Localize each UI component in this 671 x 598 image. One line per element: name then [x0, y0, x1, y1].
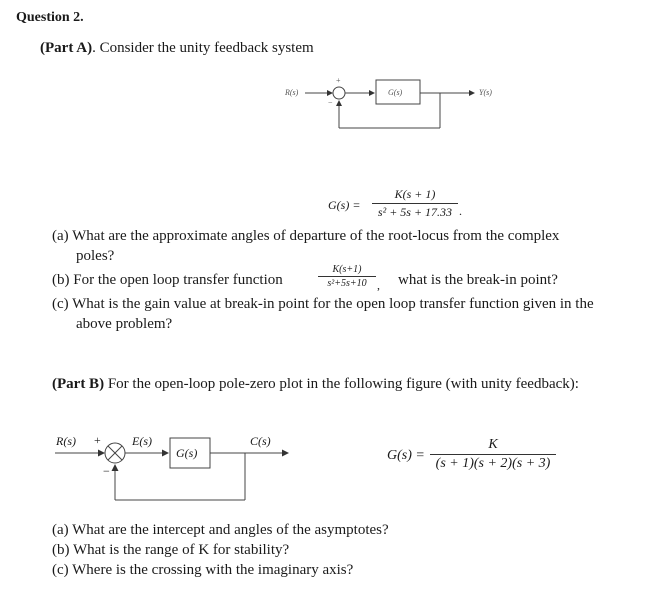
- part-b-tf-numerator: K: [488, 437, 498, 452]
- part-b-label: (Part B): [52, 376, 105, 392]
- part-a-question-b-comma: ,: [377, 278, 380, 292]
- part-a-tf-numerator: K(s + 1): [394, 187, 436, 201]
- part-a-minus-sign: −: [328, 98, 333, 107]
- part-a-question-b-pre: (b) For the open loop transfer function: [52, 272, 283, 288]
- part-b-tf-lhs: G(s) =: [387, 448, 425, 463]
- part-a-question-b-post: what is the break-in point?: [398, 272, 558, 288]
- part-b-error-label: E(s): [132, 434, 152, 448]
- part-a-question-a-line1: (a) What are the approximate angles of departure of the root-locus from the complex: [52, 228, 560, 244]
- part-b-question-c: (c) Where is the crossing with the imaginary axis?: [52, 562, 354, 578]
- part-b-output-label: C(s): [250, 434, 271, 448]
- part-b-intro-text: For the open-loop pole-zero plot in the following figure (with unity feedback):: [104, 376, 579, 392]
- part-a-block-label: G(s): [388, 88, 403, 97]
- part-b-tf-fraction: [430, 437, 556, 472]
- part-a-tf-trail: .: [459, 204, 462, 218]
- part-b-plus-sign: +: [94, 433, 101, 447]
- part-a-label: (Part A): [40, 40, 93, 56]
- part-a-question-b-denominator: s²+5s+10: [327, 278, 367, 289]
- part-a-question-b-numerator: K(s+1): [332, 264, 362, 275]
- question-heading: Question 2.: [16, 10, 84, 25]
- part-a-intro-text: . Consider the unity feedback system: [92, 40, 314, 56]
- part-b-question-b: (b) What is the range of K for stability?: [52, 542, 290, 558]
- part-a-tf-lhs: G(s) =: [328, 198, 361, 212]
- part-a-plus-sign: +: [336, 76, 341, 85]
- part-b-input-label: R(s): [56, 434, 76, 448]
- part-b-block-label: G(s): [176, 446, 198, 460]
- part-a-question-a-line2: poles?: [76, 248, 115, 264]
- part-b-minus-sign: −: [103, 464, 110, 478]
- part-a-tf-denominator: s² + 5s + 17.33: [377, 205, 453, 219]
- part-b-tf-denominator: (s + 1)(s + 2)(s + 3): [435, 456, 551, 471]
- part-a-question-c-line1: (c) What is the gain value at break-in point for the open loop transfer function given in the: [52, 296, 594, 312]
- part-a-output-label: Y(s): [479, 88, 492, 97]
- part-b-question-a: (a) What are the intercept and angles of the asymptotes?: [52, 522, 389, 538]
- part-a-question-c-line2: above problem?: [76, 316, 173, 332]
- part-a-input-label: R(s): [285, 88, 299, 97]
- part-b-tf-fraction-bar: [430, 454, 556, 455]
